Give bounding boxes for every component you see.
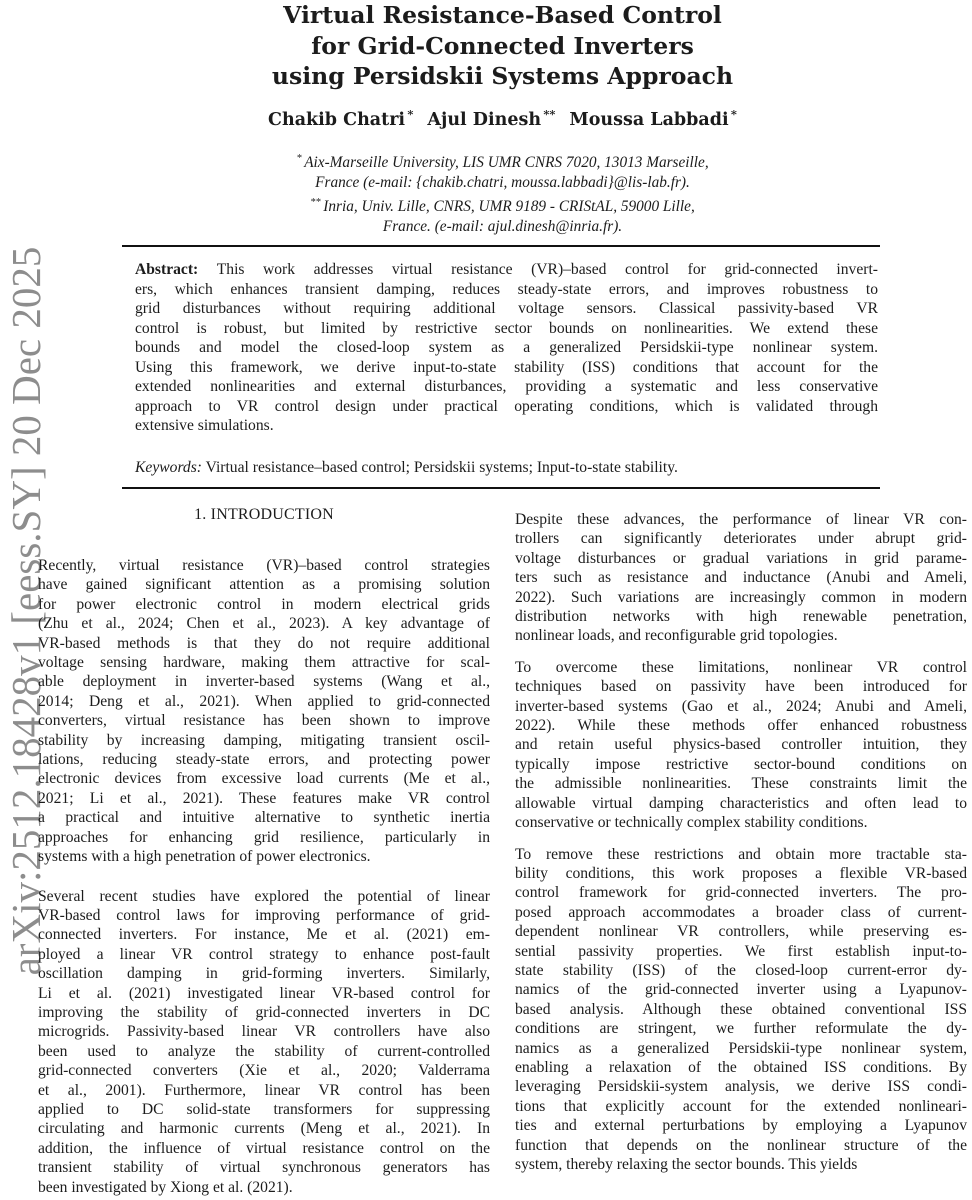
affiliation-marker: *: [296, 153, 305, 164]
text-line: control is robust, but limited by restrictive sector bounds on nonlinearities. We extend these: [135, 319, 878, 337]
paper-content: [38, 0, 967, 1200]
text-line: tions that explicitly account for the extended nonlineari-: [515, 1097, 967, 1115]
text-line: Li et al. (2021) investigated linear VR-based control for: [38, 984, 490, 1002]
text-line: techniques based on passivity have been introduced for: [515, 678, 967, 696]
text-line: function that depends on the nonlinear structure of the: [515, 1136, 967, 1154]
text-line: (Zhu et al., 2024; Chen et al., 2023). A key advantage of: [38, 615, 490, 633]
keywords-line: [135, 459, 878, 477]
text-line: Using this framework, we derive input-to-state stability (ISS) conditions that account for the: [135, 358, 878, 376]
text-line: voltage disturbances or gradual variations in grid parame-: [515, 549, 967, 567]
paragraph-intro-2: [38, 887, 490, 1198]
text-line: bility conditions, this work proposes a flexible VR-based: [515, 864, 967, 882]
text-line: VR-based methods is that they do not require additional: [38, 634, 490, 652]
text-line: enabling a relaxation of the obtained ISS conditions. By: [515, 1058, 967, 1076]
text-line: namics as a generalized Persidskii-type nonlinear system,: [515, 1039, 967, 1057]
paragraph-intro-1: [38, 556, 490, 867]
text-line: extensive simulations.: [135, 417, 274, 434]
text-line: approach to VR control design under practical operating conditions, which is validated through: [135, 397, 878, 415]
text-line: have gained significant attention as a promising solution: [38, 576, 490, 594]
text-line: VR-based control laws for improving performance of grid-: [38, 906, 490, 924]
author-affil-marker: **: [541, 107, 556, 121]
author-name: Ajul Dinesh **: [427, 107, 556, 130]
text-line: To remove these restrictions and obtain more tractable sta-: [515, 845, 967, 863]
text-line: electronic devices from excessive load currents (Me et al.,: [38, 770, 490, 788]
text-line: Several recent studies have explored the potential of linear: [38, 887, 490, 905]
paragraph-intro-4: [515, 658, 967, 833]
text-line: 2022). While these methods offer enhanced robustness: [515, 717, 967, 735]
paragraph-intro-3: [515, 510, 967, 646]
text-line: 2022). Such variations are increasingly common in modern: [515, 588, 967, 606]
text-line: allowable virtual damping characteristics and often lead to: [515, 794, 967, 812]
text-line: et al., 2001). Furthermore, linear VR control has been: [38, 1081, 490, 1099]
keywords-text: Virtual resistance–based control; Persidskii systems; Input-to-state stability.: [202, 459, 678, 476]
text-line: converters, virtual resistance has been shown to improve: [38, 712, 490, 730]
abstract-rule-bottom: [122, 487, 880, 489]
text-line: connected inverters. For instance, Me et al. (2021) em-: [38, 926, 490, 944]
title-line-2: for Grid-Connected Inverters: [311, 31, 694, 60]
text-line: extended nonlinearities and external disturbances, providing a systematic and less conservative: [135, 378, 878, 395]
text-line: inverter-based systems (Gao et al., 2024; Anubi and Ameli,: [515, 697, 967, 715]
text-line: To overcome these limitations, nonlinear VR control: [515, 658, 967, 676]
text-line: been used to analyze the stability of current-controlled: [38, 1042, 490, 1060]
text-line: Despite these advances, the performance of linear VR con-: [515, 511, 967, 528]
text-line: conditions are stringent, we further reformulate the dy-: [515, 1020, 967, 1038]
text-line: grid disturbances without requiring additional voltage sensors. Classical passivity-based VR: [135, 300, 878, 317]
text-line: ployed a linear VR control strategy to enhance post-fault: [38, 945, 490, 963]
title-line-3: using Persidskii Systems Approach: [271, 62, 734, 91]
text-line: state stability (ISS) of the closed-loop current-error dy-: [515, 961, 967, 979]
text-line: Abstract: This work addresses virtual resistance (VR)–based control for grid-connected invert-: [135, 261, 878, 278]
abstract-block: [135, 260, 878, 436]
text-line: dependent nonlinear VR controllers, while preserving es-: [515, 923, 967, 941]
affiliation-line: France (e-mail: {chakib.chatri, moussa.labbadi}@lis-lab.fr).: [315, 174, 690, 192]
text-line: voltage sensing hardware, making them attractive for scal-: [38, 654, 490, 672]
text-line: posed approach accommodates a broader class of current-: [515, 903, 967, 921]
author-affil-marker: *: [728, 107, 737, 121]
author-list: [38, 107, 967, 130]
paper-title: [38, 0, 967, 92]
abstract-label: Abstract:: [135, 261, 217, 278]
affiliation-line: France. (e-mail: ajul.dinesh@inria.fr).: [382, 218, 623, 236]
author-name: Moussa Labbadi *: [569, 107, 737, 130]
text-line: addition, the influence of virtual resistance control on the: [38, 1139, 490, 1157]
text-line: based analysis. Although these obtained conventional ISS: [515, 1000, 967, 1018]
text-line: distribution networks with high renewable penetration,: [515, 608, 967, 626]
text-line: 2014; Deng et al., 2021). When applied to grid-connected: [38, 692, 490, 710]
affiliation-line: ** Inria, Univ. Lille, CNRS, UMR 9189 - CRIStAL, 59000 Lille,: [310, 197, 695, 216]
text-line: and retain useful physics-based controller intuition, they: [515, 736, 967, 754]
text-line: for power electronic control in modern electrical grids: [38, 595, 490, 613]
text-line: oscillation damping in grid-forming inverters. Similarly,: [38, 965, 490, 983]
text-line: improving the stability of grid-connected inverters in DC: [38, 1003, 490, 1021]
affiliation-line: * Aix-Marseille University, LIS UMR CNRS 7020, 13013 Marseille,: [296, 153, 709, 172]
text-line: able deployment in inverter-based systems (Wang et al.,: [38, 673, 490, 691]
right-column: [515, 510, 967, 1174]
author-name: Chakib Chatri *: [268, 107, 414, 130]
text-line: bounds and model the closed-loop system as a generalized Persidskii-type nonlinear system.: [135, 339, 878, 356]
text-line: microgrids. Passivity-based linear VR controllers have also: [38, 1023, 490, 1041]
section-heading-introduction: 1. INTRODUCTION: [194, 506, 334, 523]
text-line: typically impose restrictive sector-bound conditions on: [515, 755, 967, 773]
text-line: control framework for grid-connected inverters. The pro-: [515, 884, 967, 902]
author-affil-marker: *: [405, 107, 414, 121]
text-line: grid-connected converters (Xie et al., 2020; Valderrama: [38, 1062, 490, 1080]
text-line: sential passivity properties. We first establish input-to-: [515, 942, 967, 960]
abstract-rule-top: [122, 245, 880, 247]
paragraph-intro-5: [515, 845, 967, 1175]
text-line: ties and external perturbations by employing a Lyapunov: [515, 1117, 967, 1135]
title-line-1: Virtual Resistance-Based Control: [283, 1, 722, 29]
text-line: trollers can significantly deteriorates under abrupt grid-: [515, 530, 967, 548]
text-line: system, thereby relaxing the sector bounds. This yields: [515, 1156, 858, 1173]
text-line: circulating and harmonic currents (Meng et al., 2021). In: [38, 1120, 490, 1138]
text-line: Recently, virtual resistance (VR)–based control strategies: [38, 557, 490, 574]
text-line: ters such as resistance and inductance (Anubi and Ameli,: [515, 569, 967, 587]
text-line: leveraging Persidskii-system analysis, we derive ISS condi-: [515, 1078, 967, 1096]
text-line: a practical and intuitive alternative to synthetic inertia: [38, 809, 490, 827]
arxiv-watermark: arXiv:2512.18428v1 [eess.SY] 20 Dec 2025: [3, 246, 49, 976]
text-line: applied to DC solid-state transformers for suppressing: [38, 1100, 490, 1118]
text-line: been investigated by Xiong et al. (2021).: [38, 1178, 293, 1196]
text-line: conservative or technically complex stability conditions.: [515, 814, 868, 832]
affiliations: [38, 149, 967, 237]
text-line: 2021; Li et al., 2021). These features make VR control: [38, 789, 490, 807]
text-line: systems with a high penetration of power electronics.: [38, 848, 371, 866]
text-line: nonlinear loads, and reconfigurable grid topologies.: [515, 627, 838, 645]
text-line: stability by increasing damping, mitigating transient oscil-: [38, 731, 490, 749]
text-line: transient stability of virtual synchronous generators has: [38, 1159, 490, 1177]
text-line: approaches for enhancing grid resilience, particularly in: [38, 828, 490, 846]
left-column: [38, 504, 490, 1197]
text-line: namics of the grid-connected inverter using a Lyapunov-: [515, 981, 967, 999]
text-line: lations, reducing steady-state errors, and protecting power: [38, 751, 490, 769]
keywords-label: Keywords:: [135, 459, 202, 476]
text-line: the admissible nonlinearities. These constraints limit the: [515, 775, 967, 793]
text-line: ers, which enhances transient damping, reduces steady-state errors, and improves robustness to: [135, 280, 878, 298]
affiliation-marker: **: [310, 197, 324, 209]
